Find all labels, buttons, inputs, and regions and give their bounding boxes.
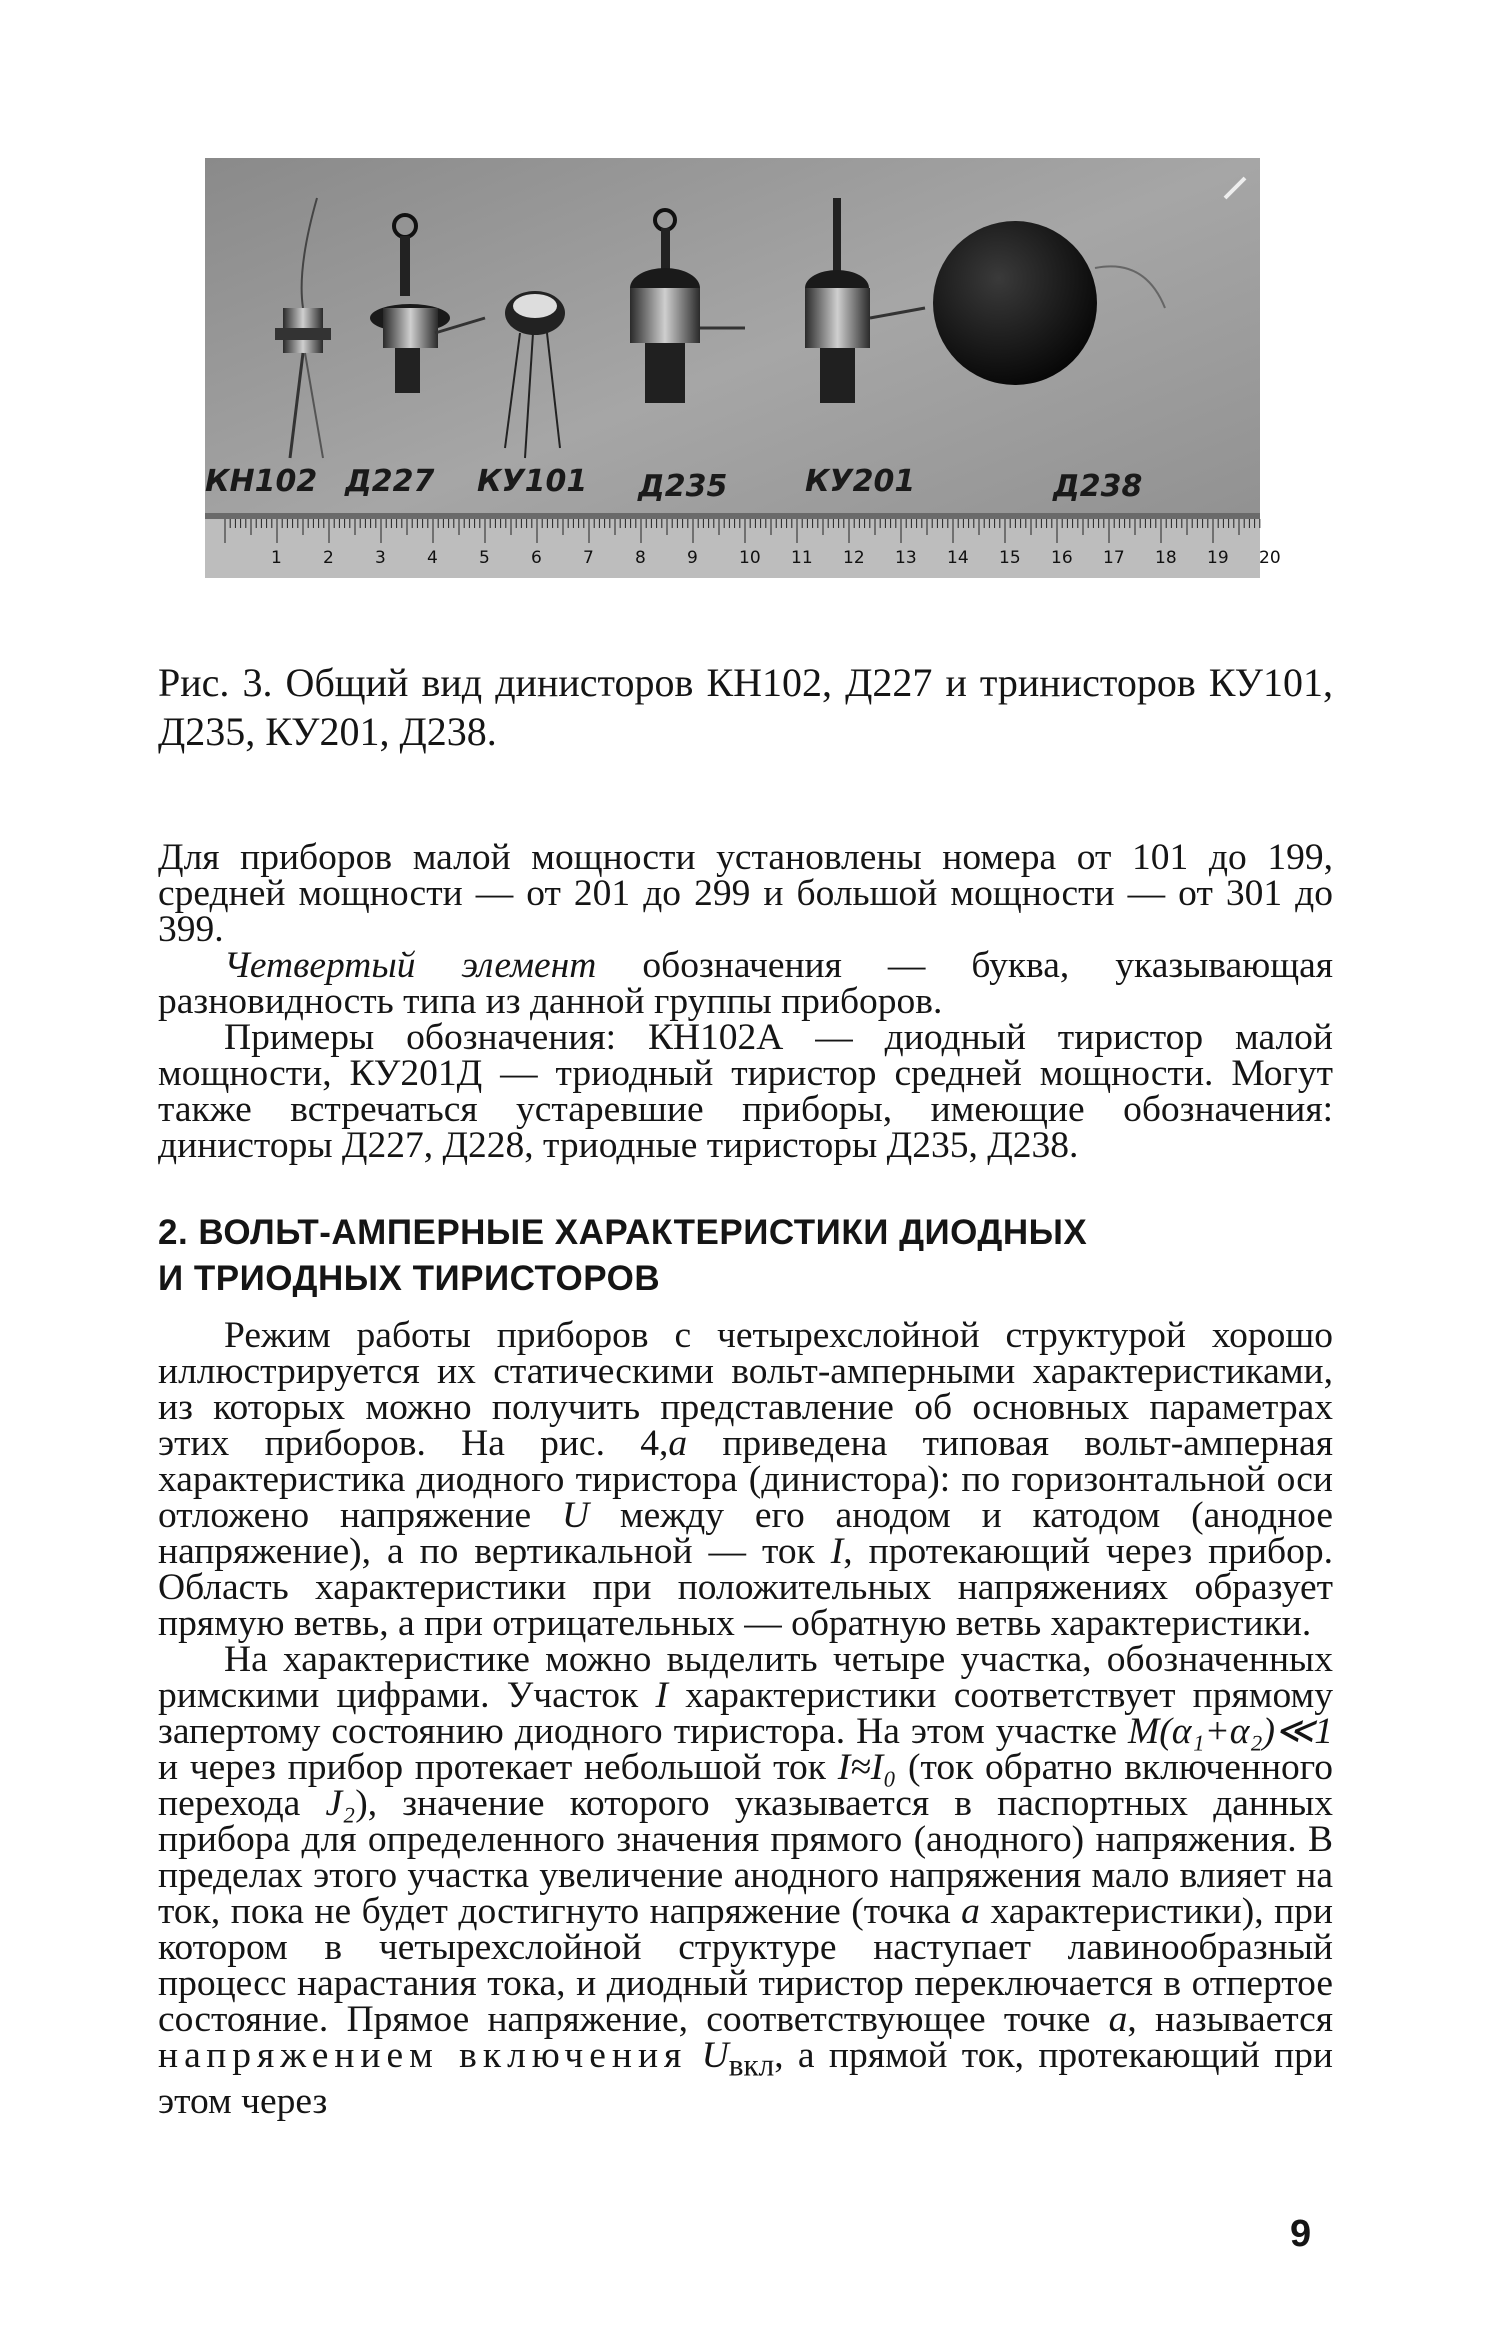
ruler-number: 20 (1259, 548, 1281, 568)
section-heading-line-1: 2. ВОЛЬТ-АМПЕРНЫЕ ХАРАКТЕРИСТИКИ ДИОДНЫХ (158, 1213, 1088, 1252)
paragraph-numbering: Для приборов малой мощности установлены номера от 101 до 199, средней мощности — от 201 до 299 и большой мощности — от 301 до 399. (158, 837, 1333, 950)
ruler-number: 13 (895, 548, 917, 568)
page-number: 9 (1290, 2213, 1312, 2255)
label-d238: Д238 (1053, 469, 1143, 504)
ruler-number: 6 (531, 548, 542, 568)
ruler-number: 11 (791, 548, 813, 568)
paragraph-mode: Режим работы приборов с четырехслойной структурой хорошо иллюстрируется их статическими вольт-амперными характеристиками, из которых можно получить представление об основных параметрах этих приборов. На рис. 4,а приведена типовая вольт-амперная характеристика диодного тиристора (динистора): по горизонтальной оси отложено напряжение U между его анодом и катодом (анодное напряжение), а по вертикальной — ток I, протекающий через прибор. Область характеристики при положительных напряжениях образует прямую ветвь, а при отрицательных — обратную ветвь характеристики. (158, 1315, 1334, 1644)
ruler-number: 7 (583, 548, 594, 568)
label-d227: Д227 (345, 464, 435, 499)
label-d235: Д235 (638, 469, 728, 504)
ruler-number: 8 (635, 548, 646, 568)
ruler-number: 9 (687, 548, 698, 568)
ruler-number: 16 (1051, 548, 1073, 568)
ruler-number: 2 (323, 548, 334, 568)
ruler-number: 1 (271, 548, 282, 568)
ruler (205, 513, 1281, 578)
figure-caption: Рис. 3. Общий вид динисторов КН102, Д227 и тринисторов КУ101, Д235, КУ201, Д238. (158, 660, 1333, 754)
section-text (158, 1315, 1334, 2122)
paragraph-examples: Примеры обозначения: КН102А — диодный тиристор малой мощности, КУ201Д — триодный тиристор средней мощности. Могут также встречаться устаревшие приборы, имеющие обозначения: динисторы Д227, Д228, триодные тиристоры Д235, Д238. (158, 1017, 1333, 1166)
intro-text (158, 837, 1333, 1166)
ruler-number: 15 (999, 548, 1021, 568)
ruler-number: 14 (947, 548, 969, 568)
label-ku101: КУ101 (477, 464, 588, 499)
ruler-number: 4 (427, 548, 438, 568)
ruler-number: 5 (479, 548, 490, 568)
label-kn102: КН102 (205, 464, 318, 499)
section-heading-line-2: И ТРИОДНЫХ ТИРИСТОРОВ (158, 1259, 661, 1298)
devices-photo (205, 158, 1281, 578)
label-ku201: КУ201 (805, 464, 916, 499)
ruler-number: 12 (843, 548, 865, 568)
paragraph-regions: На характеристике можно выделить четыре участка, обозначенных римскими цифрами. Участок I характеристики соответствует прямому запертому состоянию диодного тиристора. На этом участке M(α₁+α₂)≪1 и через прибор протекает небольшой ток I≈I₀ (ток обратно включенного перехода J₂), значение которого указывается в паспортных данных прибора для определенного значения прямого (анодного) напряжения. В пределах этого участка увеличение анодного напряжения мало влияет на ток, пока не будет достигнуто напряжение (точка а характеристики), при котором в четырехслойной структуре наступает лавинообразный процесс нарастания тока, и диодный тиристор переключается в отпертое состояние. Прямое напряжение, соответствующее точке а, называется напряжением включения $U_{вкл}$, а прямой ток, протекающий при этом через (158, 1639, 1334, 2122)
ruler-number: 19 (1207, 548, 1229, 568)
section-heading (158, 1210, 1333, 1302)
ruler-number: 17 (1103, 548, 1125, 568)
ruler-number: 3 (375, 548, 386, 568)
ruler-number: 18 (1155, 548, 1177, 568)
ruler-number: 10 (739, 548, 761, 568)
paragraph-fourth-element: Четвертый элемент обозначения — буква, указывающая разновидность типа из данной группы приборов. (158, 945, 1333, 1022)
